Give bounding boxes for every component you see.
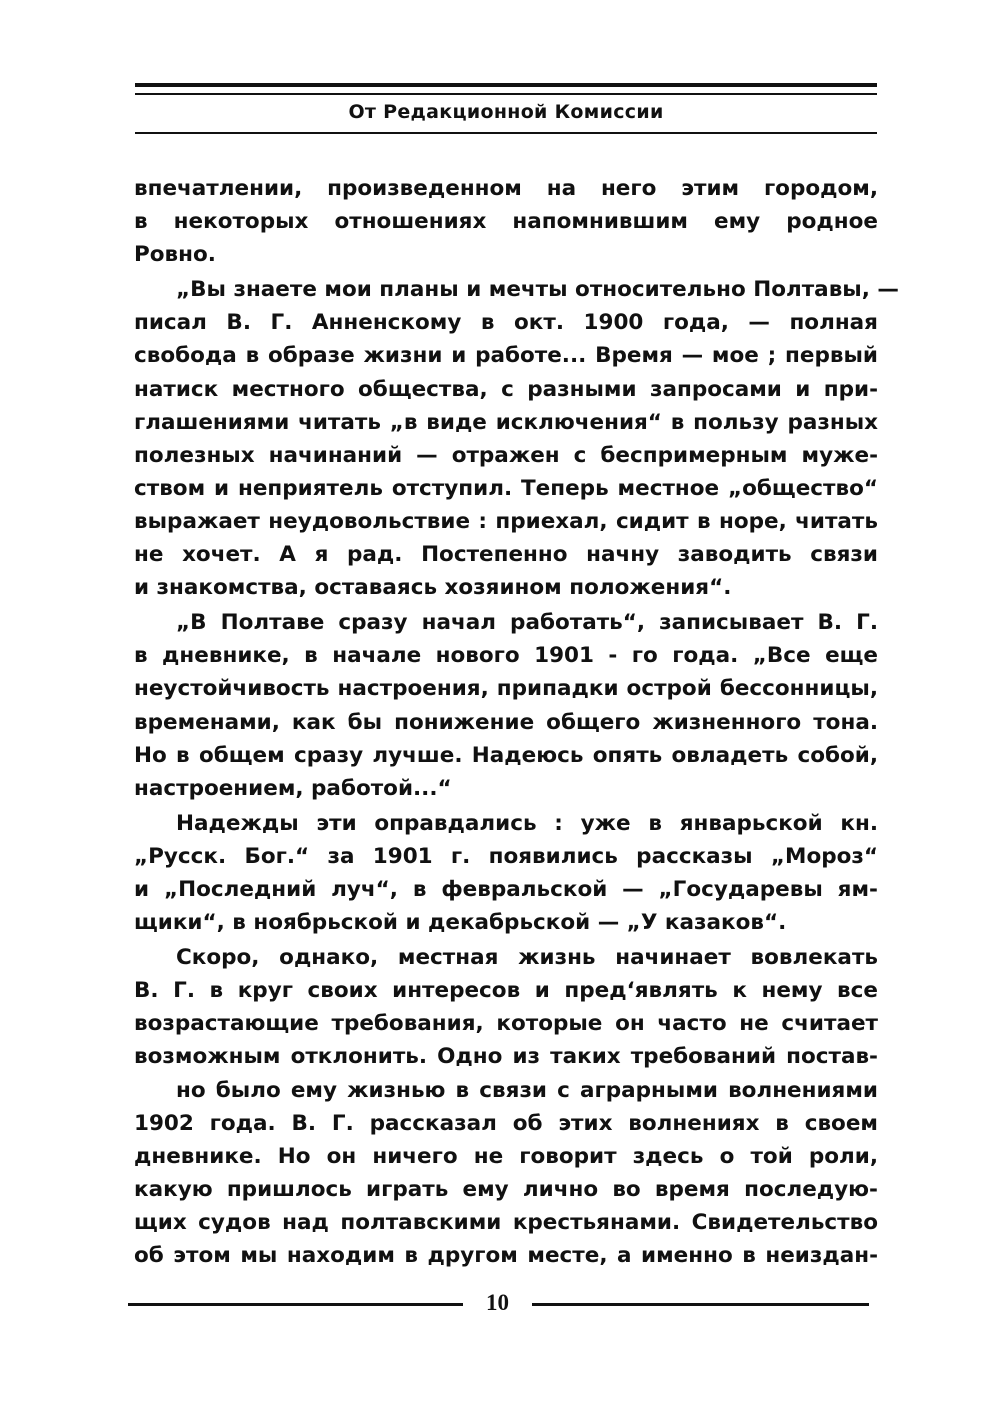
text-line: „В Полтаве сразу начал работать“, записывает В. Г. — [176, 610, 878, 636]
text-line: свобода в образе жизни и работе... Время — мое ; первый — [134, 343, 878, 369]
text-line: В. Г. в круг своих интересов и пред‘являть к нему все — [134, 978, 878, 1004]
header-rule-thin — [135, 93, 877, 95]
text-line: Но в общем сразу лучше. Надеюсь опять овладеть собой, — [134, 742, 878, 768]
header-rule-bottom — [135, 132, 877, 134]
text-line: впечатлении, произведенном на него этим городом, — [134, 176, 878, 201]
text-line: Ровно. — [134, 242, 216, 268]
text-line: щики“, в ноябрьской и декабрьской — „У казаков“. — [134, 910, 787, 936]
body-text — [134, 172, 899, 1272]
text-line: глашениями читать „в виде исключения“ в пользу разных — [134, 409, 878, 435]
text-line: и знакомства, оставаясь хозяином положения“. — [134, 575, 732, 601]
text-line: настроением, работой...“ — [134, 775, 452, 801]
text-line: выражает неудовольствие : приехал, сидит в норе, читать — [134, 508, 878, 534]
text-line: и „Последний луч“, в февральской — „Государевы ям- — [134, 876, 878, 902]
text-line: писал В. Г. Анненскому в окт. 1900 года, — полная — [134, 310, 878, 336]
text-line: возрастающие требования, которые он часто не считает — [134, 1011, 878, 1037]
text-line: Скоро, однако, местная жизнь начинает вовлекать — [176, 945, 878, 971]
text-line: в некоторых отношениях напомнившим ему родное — [134, 209, 878, 235]
text-line: в дневнике, в начале нового 1901 - го года. „Все еще — [134, 643, 878, 669]
text-line: натиск местного общества, с разными запросами и при- — [134, 376, 878, 402]
text-line: 1902 года. В. Г. рассказал об этих волнениях в своем — [134, 1110, 878, 1136]
footer-rule-left — [128, 1303, 463, 1306]
text-line: ством и неприятель отступил. Теперь местное „общество“ — [134, 475, 878, 501]
text-line: но было ему жизнью в связи с аграрными волнениями — [176, 1077, 878, 1103]
footer-rule-right — [532, 1303, 869, 1306]
text-line: Надежды эти оправдались : уже в январьской кн. — [176, 810, 878, 836]
text-line: неустойчивость настроения, припадки острой бессонницы, — [134, 676, 878, 702]
text-line: временами, как бы понижение общего жизненного тона. — [134, 709, 878, 735]
text-line: щих судов над полтавскими крестьянами. Свидетельство — [134, 1209, 878, 1235]
text-line: какую пришлось играть ему лично во время последую- — [134, 1176, 878, 1202]
header-rule-thick — [135, 83, 877, 87]
text-line: „Вы знаете мои планы и мечты относительно Полтавы, — — [176, 277, 899, 303]
text-line: „Русск. Бог.“ за 1901 г. появились рассказы „Мороз“ — [134, 843, 878, 869]
running-title: От Редакционной Комиссии — [348, 101, 664, 123]
text-line: возможным отклонить. Одно из таких требований постав- — [134, 1044, 878, 1070]
text-line: полезных начинаний — отражен с беспримерным муже- — [134, 442, 878, 468]
page-number: 10 — [486, 1290, 509, 1315]
text-line: об этом мы находим в другом месте, а именно в неиздан- — [134, 1243, 878, 1268]
text-line: дневнике. Но он ничего не говорит здесь о той роли, — [134, 1143, 878, 1169]
text-line: не хочет. А я рад. Постепенно начну заводить связи — [134, 542, 878, 568]
